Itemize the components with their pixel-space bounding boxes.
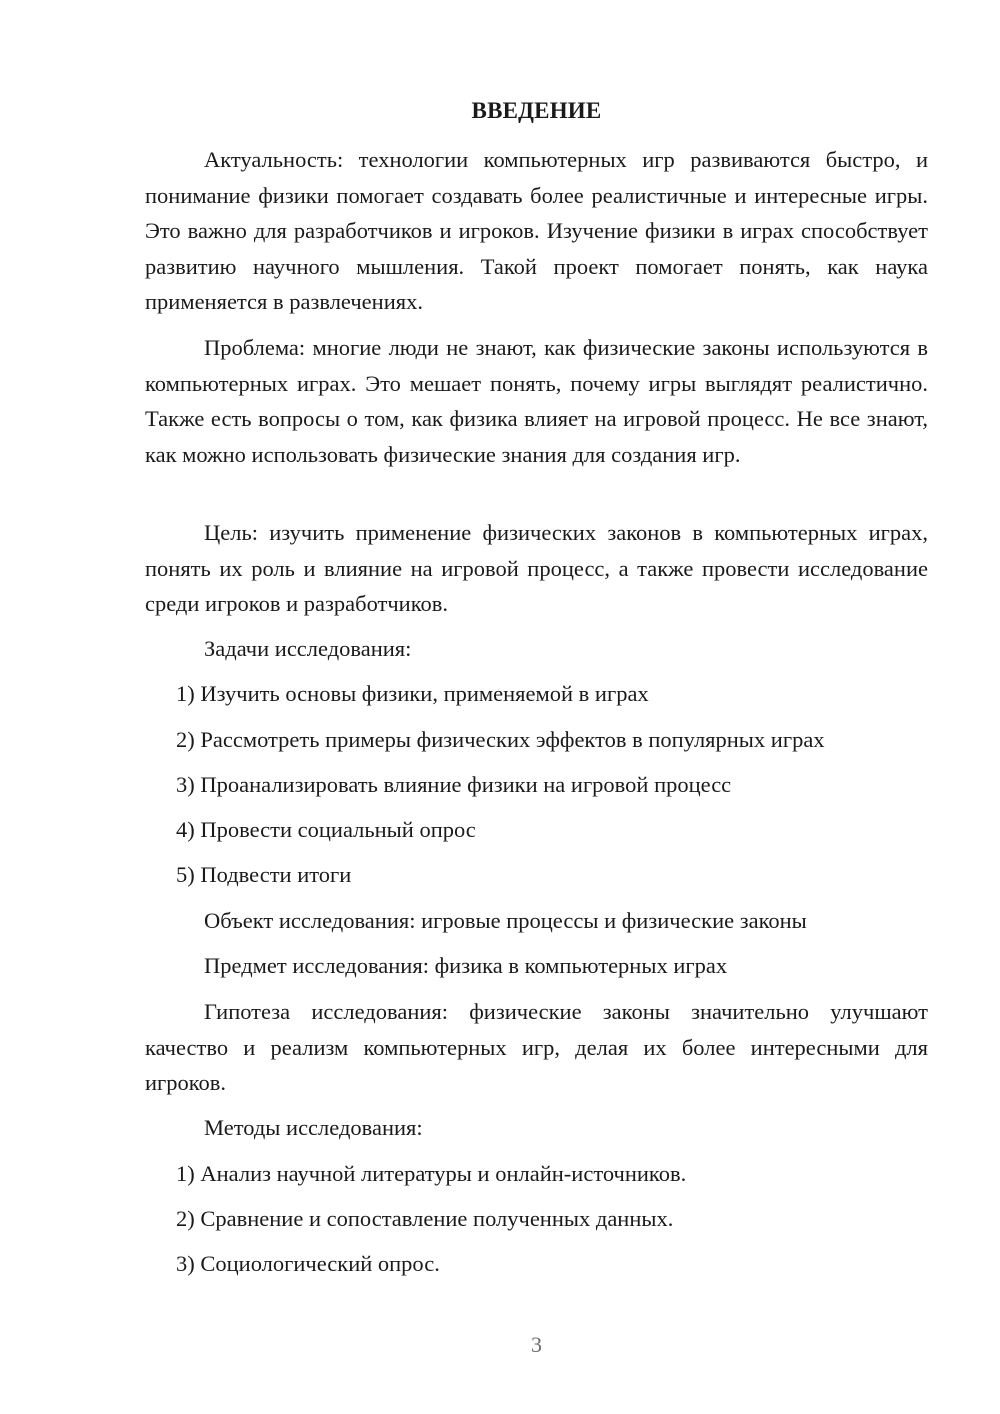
page-title: ВВЕДЕНИЕ	[471, 98, 602, 123]
task-item-1: 1) Изучить основы физики, применяемой в играх	[176, 681, 649, 706]
method-item-1: 1) Анализ научной литературы и онлайн-источников.	[176, 1161, 687, 1186]
method-item-2: 2) Сравнение и сопоставление полученных данных.	[176, 1206, 674, 1231]
research-subject: Предмет исследования: физика в компьютерных играх	[204, 953, 728, 978]
hypothesis-paragraph: Гипотеза исследования: физические законы значительно улучшают качество и реализм компьютерных игр, делая их более интересными для игроков.	[145, 999, 928, 1095]
goal-paragraph: Цель: изучить применение физических законов в компьютерных играх, понять их роль и влияние на игровой процесс, а также провести исследование среди игроков и разработчиков.	[145, 520, 928, 616]
task-item-5: 5) Подвести итоги	[176, 862, 352, 887]
method-item-3: 3) Социологический опрос.	[176, 1251, 440, 1276]
page-number: 3	[531, 1332, 542, 1357]
task-item-2: 2) Рассмотреть примеры физических эффектов в популярных играх	[176, 727, 825, 752]
research-object: Объект исследования: игровые процессы и физические законы	[204, 908, 807, 933]
methods-heading: Методы исследования:	[204, 1115, 423, 1140]
problem-paragraph: Проблема: многие люди не знают, как физические законы используются в компьютерных играх. Это мешает понять, почему игры выглядят реалистично. Также есть вопросы о том, как физика влияет на игровой процесс. Не все знают, как можно использовать физические знания для создания игр.	[145, 335, 928, 467]
task-item-3: 3) Проанализировать влияние физики на игровой процесс	[176, 772, 732, 797]
relevance-paragraph: Актуальность: технологии компьютерных игр развиваются быстро, и понимание физики помогает создавать более реалистичные и интересные игры. Это важно для разработчиков и игроков. Изучение физики в играх способствует развитию научного мышления. Такой проект помогает понять, как наука применяется в развлечениях.	[145, 147, 928, 314]
task-item-4: 4) Провести социальный опрос	[176, 817, 476, 842]
tasks-heading: Задачи исследования:	[204, 636, 412, 661]
